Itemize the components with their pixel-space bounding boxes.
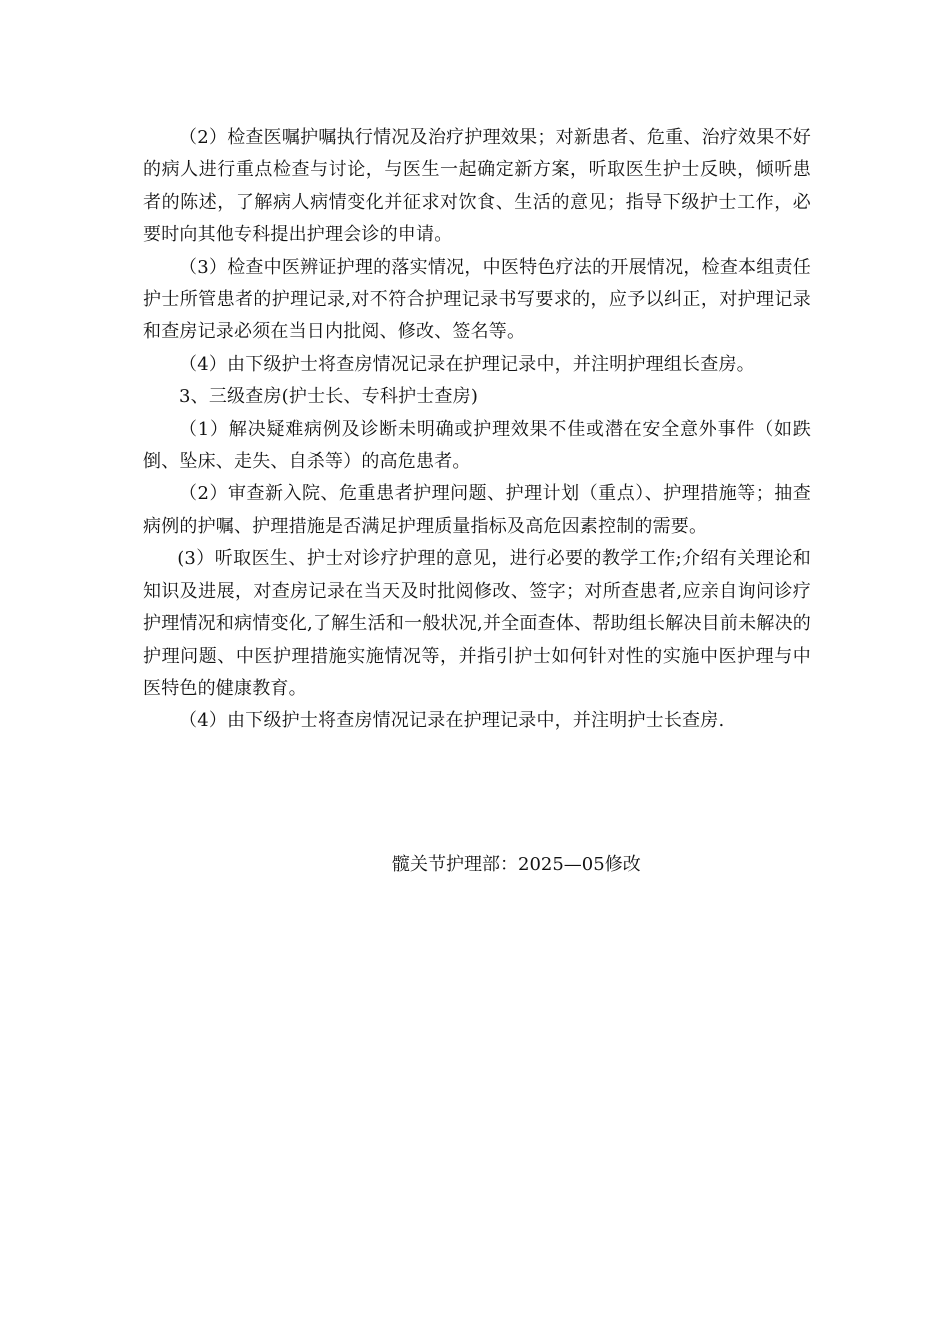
paragraph-record-head-nurse: （4）由下级护士将查房情况记录在护理记录中，并注明护士长查房.: [179, 710, 725, 732]
document-signature: 髋关节护理部：2025—05修改: [392, 854, 641, 875]
paragraph-review-new-patients: （2）审查新入院、危重患者护理问题、护理计划（重点）、护理措施等；抽查病例的护嘱、护理措施是否满足护理质量指标及高危因素控制的需要。: [143, 483, 811, 537]
paragraph-difficult-cases: （1）解决疑难病例及诊断未明确或护理效果不佳或潜在安全意外事件（如跌倒、坠床、走失、自杀等）的高危患者。: [143, 418, 811, 473]
paragraph-record-group-leader: （4）由下级护士将查房情况记录在护理记录中，并注明护理组长查房。: [179, 353, 755, 375]
paragraph-check-orders: （2）检查医嘱护嘱执行情况及治疗护理效果；对新患者、危重、治疗效果不好的病人进行重点检查与讨论，与医生一起确定新方案，听取医生护士反映，倾听患者的陈述，了解病人病情变化并征求对饮食、生活的意见；指导下级护士工作，必要时向其他专科提出护理会诊的申请。: [143, 127, 811, 246]
section-heading-third-level-rounds: 3、三级查房(护士长、专科护士查房): [179, 386, 479, 408]
paragraph-check-tcm-nursing: （3）检查中医辨证护理的落实情况，中医特色疗法的开展情况，检查本组责任护士所管患者的护理记录,对不符合护理记录书写要求的，应予以纠正，对护理记录和查房记录必须在当日内批阅、修改、签名等。: [143, 256, 811, 343]
document-body: [143, 122, 811, 738]
paragraph-listen-opinions: (3）听取医生、护士对诊疗护理的意见，进行必要的教学工作;介绍有关理论和知识及进展，对查房记录在当天及时批阅修改、签字；对所查患者,应亲自询问诊疗护理情况和病情变化,了解生活和一般状况,并全面查体、帮助组长解决目前未解决的护理问题、中医护理措施实施情况等，并指引护士如何针对性的实施中医护理与中医特色的健康教育。: [143, 548, 811, 699]
